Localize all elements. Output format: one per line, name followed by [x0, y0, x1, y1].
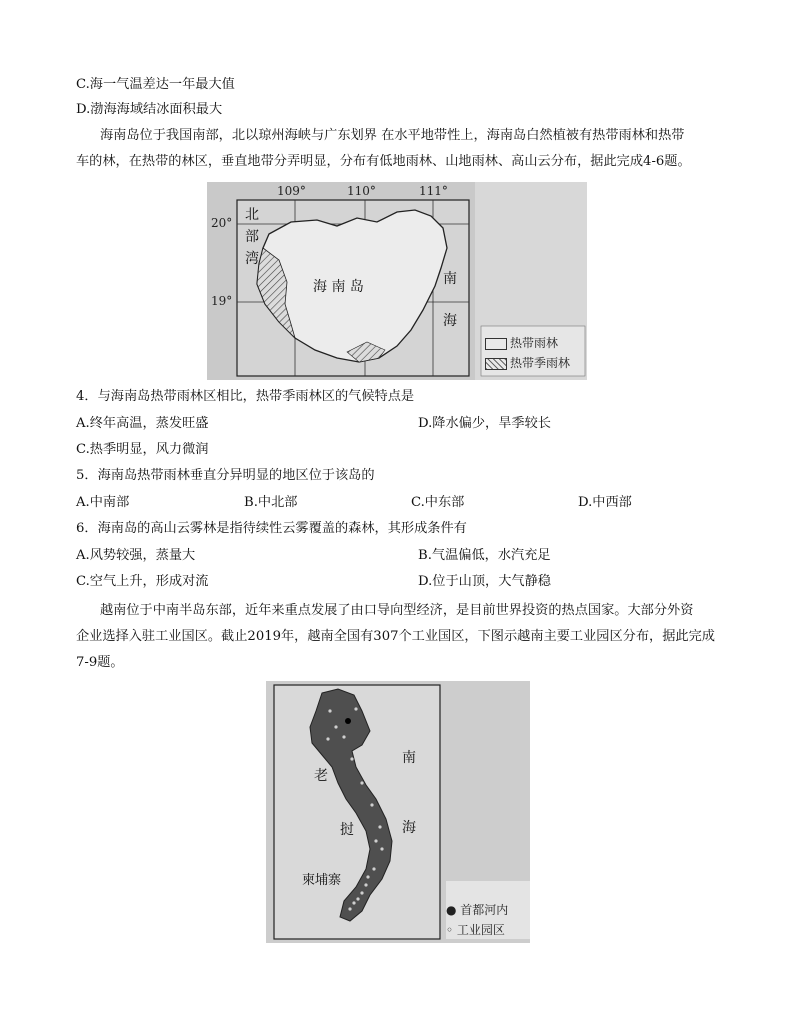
laos-char-2: 挝: [340, 822, 354, 838]
q4-option-d: D.降水偏少，旱季较长: [418, 416, 551, 431]
q6-option-b: B.气温偏低，水汽充足: [418, 548, 551, 563]
q5-option-a: A.中南部: [76, 495, 130, 510]
sea2-char-1: 南: [402, 750, 416, 766]
gulf-char-2: 部: [245, 229, 259, 245]
island-label: 海 南 岛: [313, 279, 364, 295]
passage2-line1: 越南位于中南半岛东部，近年来重点发展了由口导向型经济，是目前世界投资的热点国家。大部分外资: [100, 603, 694, 618]
q5-option-b: B.中北部: [244, 495, 298, 510]
q4-stem: 4．与海南岛热带雨林区相比，热带季雨林区的气候特点是: [76, 389, 415, 404]
legend-industrial-park: ◦ 工业园区: [446, 923, 505, 937]
lat-20: 20°: [211, 216, 233, 230]
option-c-prev: C.海一气温差达一年最大值: [76, 77, 235, 92]
q5-option-d: D.中西部: [578, 495, 632, 510]
vietnam-map: [266, 681, 530, 943]
sea2-char-2: 海: [402, 820, 416, 836]
sea-char-2: 海: [443, 313, 457, 329]
passage2-line3: 7-9题。: [76, 655, 124, 670]
lon-110: 110°: [347, 184, 376, 198]
legend-monsoon-forest: 热带季雨林: [485, 354, 570, 371]
q5-stem: 5．海南岛热带雨林垂直分异明显的地区位于该岛的: [76, 468, 375, 483]
laos-char-1: 老: [314, 768, 328, 784]
capital-hanoi-dot: [345, 718, 351, 724]
q6-option-c: C.空气上升，形成对流: [76, 574, 209, 589]
lat-19: 19°: [211, 294, 233, 308]
hainan-map: [207, 182, 587, 380]
sea-char-1: 南: [443, 271, 457, 287]
legend-capital: ● 首都河内: [446, 903, 509, 917]
q6-option-d: D.位于山顶，大气静稳: [418, 574, 551, 589]
gulf-char-1: 北: [245, 207, 259, 223]
passage1-line2: 车的林，在热带的林区，垂直地带分弄明显，分布有低地雨林、山地雨林、高山云分布，据此完成4-6题。: [76, 154, 691, 169]
lon-109: 109°: [277, 184, 306, 198]
passage1-line1: 海南岛位于我国南部，北以琼州海峡与广东划界 在水平地带性上，海南岛白然植被有热带雨林和热带: [100, 128, 685, 143]
cambodia-label: 柬埔寨: [302, 873, 342, 888]
passage2-line2: 企业选择入驻工业国区。截止2019年，越南全国有307个工业国区，下图示越南主要工业园区分布，据此完成: [76, 629, 715, 644]
q4-option-a: A.终年高温，蒸发旺盛: [76, 416, 209, 431]
lon-111: 111°: [419, 184, 448, 198]
q6-stem: 6．海南岛的高山云雾林是指待续性云雾覆盖的森林，其形成条件有: [76, 521, 467, 536]
q5-option-c: C.中东部: [411, 495, 465, 510]
q6-option-a: A.风势较强，蒸量大: [76, 548, 196, 563]
legend-rainforest: 热带雨林: [485, 334, 558, 351]
q4-option-c: C.热季明显，风力微润: [76, 442, 209, 457]
gulf-char-3: 湾: [245, 251, 259, 267]
option-d-prev: D.渤海海域结冰面积最大: [76, 102, 223, 117]
